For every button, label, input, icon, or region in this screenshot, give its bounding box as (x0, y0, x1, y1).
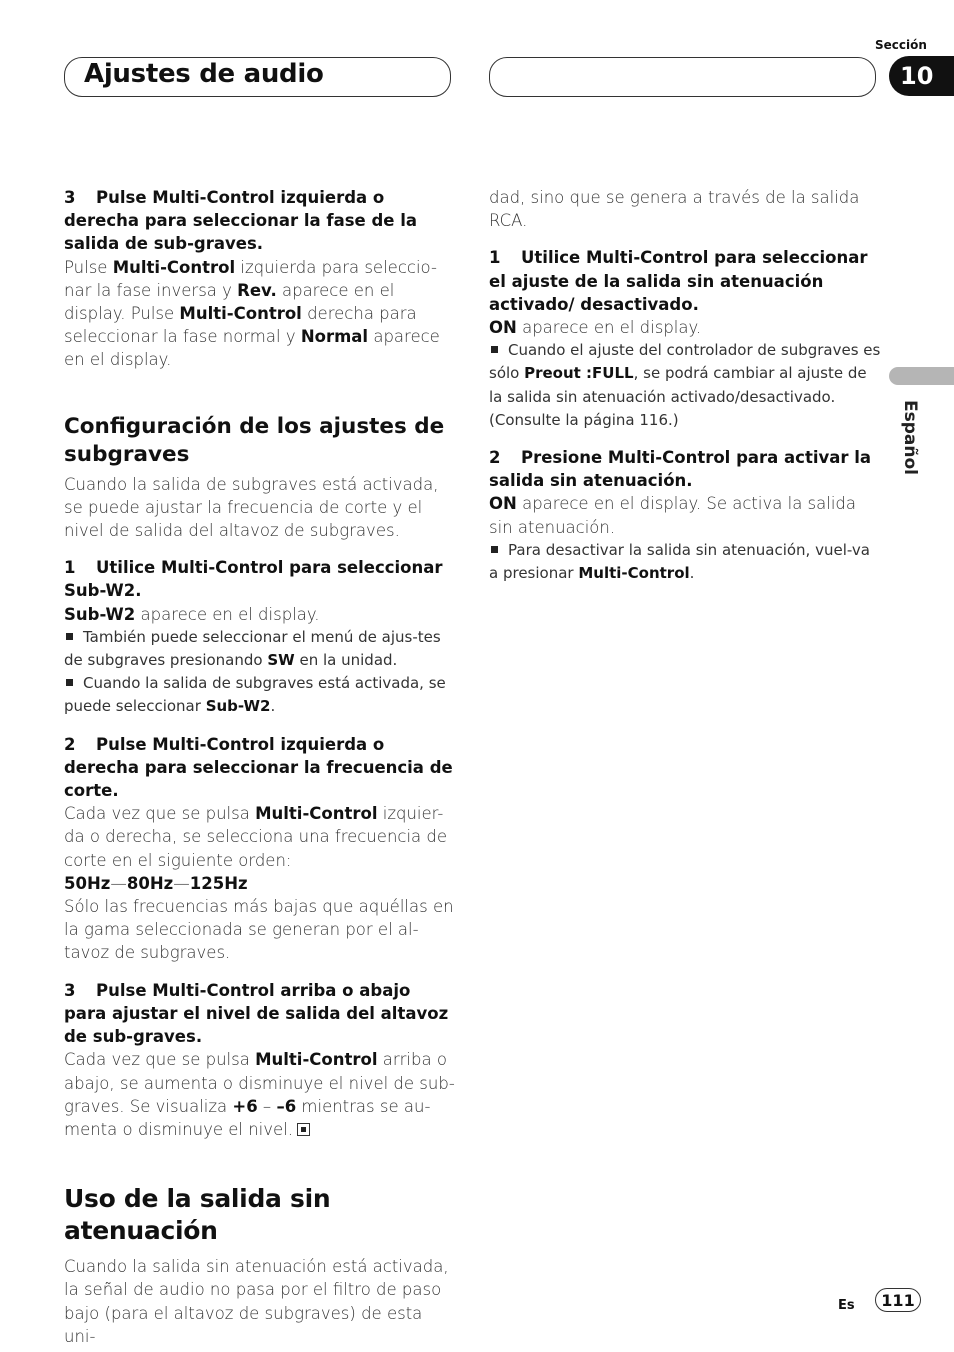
paragraph: Sólo las frecuencias más bajas que aquéllas en la gama seleccionada se generan por el al-tavoz de subgraves. (64, 897, 454, 963)
paragraph: Cada vez que se pulsa Multi-Control izquier-da o derecha, se selecciona una frecuencia de corte en el siguiente orden: (64, 804, 448, 870)
step-heading: 1 Utilice Multi-Control para seleccionar el ajuste de la salida sin atenuación activado/ desactivado. (489, 248, 868, 314)
page-title: Ajustes de audio (84, 59, 324, 89)
language-tab-bar (889, 367, 954, 385)
paragraph: Sub-W2 aparece en el display. (64, 604, 320, 624)
note: Cuando el ajuste del controlador de subgraves es sólo Preout :FULL, se podrá cambiar al ajuste de la salida sin atenuación activado/desactivado. (Consulte la página 116.) (489, 341, 881, 429)
step-heading: 3 Pulse Multi-Control arriba o abajo para ajustar el nivel de salida del altavoz de sub-graves. (64, 980, 449, 1047)
paragraph: Cada vez que se pulsa Multi-Control arriba o abajo, se aumenta o disminuye el nivel de sub-graves. Se visualiza +6 – –6 mientras se au-menta o disminuye el nivel. (64, 1050, 455, 1139)
bullet-square-icon (491, 346, 498, 353)
section-number-badge: 10 (889, 56, 954, 96)
paragraph: dad, sino que se genera a través de la salida RCA. (489, 188, 860, 231)
paragraph: Pulse Multi-Control izquierda para seleccio-nar la fase inversa y Rev. aparece en el display. Pulse Multi-Control derecha para seleccionar la fase normal y Normal aparece en el display. (64, 257, 440, 370)
paragraph: ON aparece en el display. Se activa la salida sin atenuación. (489, 494, 857, 537)
paragraph: ON aparece en el display. (489, 318, 702, 338)
right-column (489, 186, 881, 585)
note: Cuando la salida de subgraves está activada, se puede seleccionar Sub-W2. (64, 674, 446, 716)
note: También puede seleccionar el menú de ajus-tes de subgraves presionando SW en la unidad. (64, 627, 441, 670)
header-blank-frame (489, 57, 876, 97)
frequency-order: 50Hz—80Hz—125Hz (64, 873, 248, 893)
step-heading: 1 Utilice Multi-Control para seleccionar Sub-W2. (64, 558, 443, 601)
paragraph: Cuando la salida sin atenuación está activada, la señal de audio no pasa por el filtro de paso bajo (para el altavoz de subgraves) de esta uni- (64, 1257, 449, 1346)
step-heading: 2 Presione Multi-Control para activar la salida sin atenuación. (489, 448, 872, 491)
bullet-square-icon (66, 633, 73, 640)
note: Para desactivar la salida sin atenuación, vuel-va a presionar Multi-Control. (489, 540, 870, 583)
language-tab-label: Español (900, 400, 920, 475)
footer-language-code: Es (838, 1298, 855, 1313)
bullet-square-icon (66, 679, 73, 686)
section-heading: Uso de la salida sin atenuación (64, 1184, 331, 1246)
end-mark-icon (297, 1123, 310, 1136)
section-label: Sección (875, 38, 927, 52)
paragraph: Cuando la salida de subgraves está activada, se puede ajustar la frecuencia de corte y el nivel de salida del altavoz de subgraves. (64, 474, 439, 541)
left-column (64, 186, 456, 1348)
page-number: 111 (875, 1288, 921, 1312)
step-heading: 2 Pulse Multi-Control izquierda o derecha para seleccionar la frecuencia de corte. (64, 734, 453, 801)
bullet-square-icon (491, 546, 498, 553)
section-heading: Configuración de los ajustes de subgraves (64, 413, 445, 467)
step-heading: 3 Pulse Multi-Control izquierda o derecha para seleccionar la fase de la salida de sub-graves. (64, 188, 418, 254)
